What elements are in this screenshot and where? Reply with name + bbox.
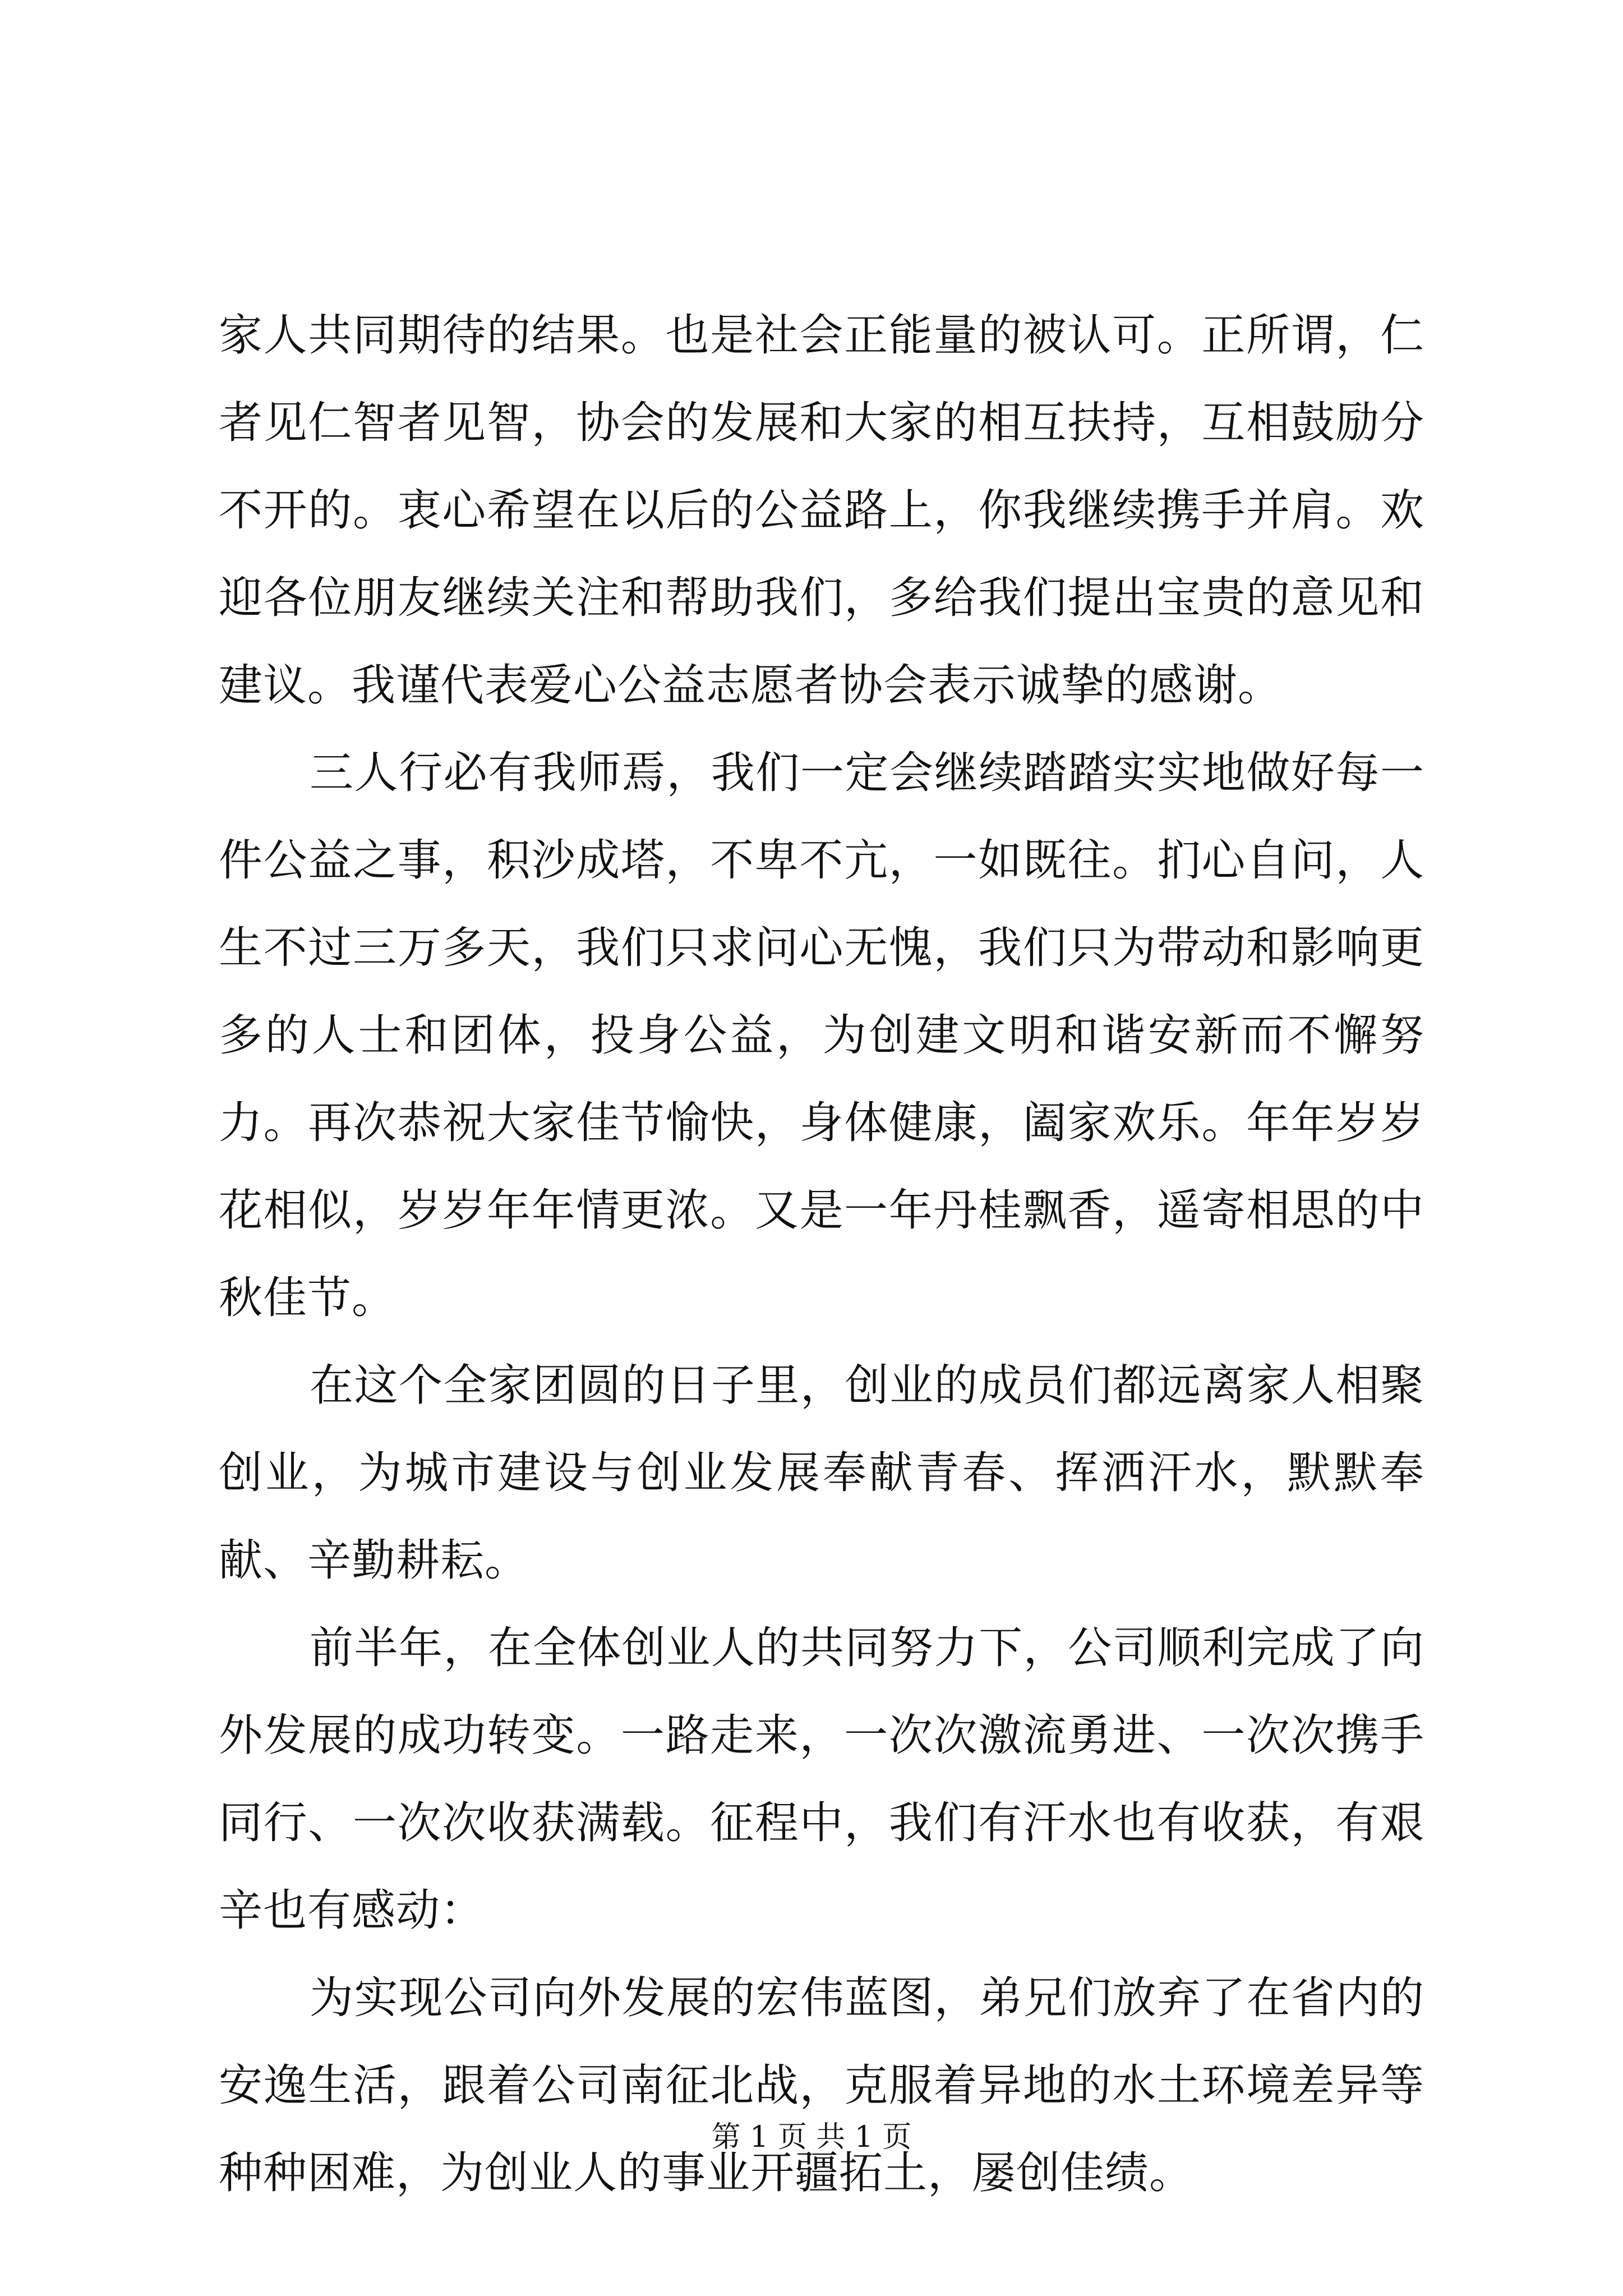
paragraph-3: 在这个全家团圆的日子里，创业的成员们都远离家人相聚创业，为城市建设与创业发展奉献青春、挥洒汗水，默默奉献、辛勤耕耘。 — [219, 1360, 1424, 1586]
document-body — [219, 292, 1424, 2217]
page-footer — [0, 2115, 1623, 2160]
paragraph-2: 三人行必有我师焉，我们一定会继续踏踏实实地做好每一件公益之事，积沙成塔，不卑不亢，一如既往。扪心自问，人生不过三万多天，我们只求问心无愧，我们只为带动和影响更多的人士和团体，投身公益，为创建文明和谐安新而不懈努力。再次恭祝大家佳节愉快，身体健康，阖家欢乐。年年岁岁花相似，岁岁年年情更浓。又是一年丹桂飘香，遥寄相思的中秋佳节。 — [219, 748, 1424, 1323]
paragraph-1: 家人共同期待的结果。也是社会正能量的被认可。正所谓，仁者见仁智者见智，协会的发展和大家的相互扶持，互相鼓励分不开的。衷心希望在以后的公益路上，你我继续携手并肩。欢迎各位朋友继续关注和帮助我们，多给我们提出宝贵的意见和建议。我谨代表爱心公益志愿者协会表示诚挚的感谢。 — [219, 310, 1424, 711]
page-number-label: 第 1 页 共 1 页 — [711, 2120, 912, 2154]
paragraph-4: 前半年，在全体创业人的共同努力下，公司顺利完成了向外发展的成功转变。一路走来，一次次激流勇进、一次次携手同行、一次次收获满载。征程中，我们有汗水也有收获，有艰辛也有感动： — [219, 1623, 1424, 1936]
paragraph-5: 为实现公司向外发展的宏伟蓝图，弟兄们放弃了在省内的安逸生活，跟着公司南征北战，克服着异地的水土环境差异等种种困难，为创业人的事业开疆拓土，屡创佳绩。 — [219, 1973, 1424, 2198]
